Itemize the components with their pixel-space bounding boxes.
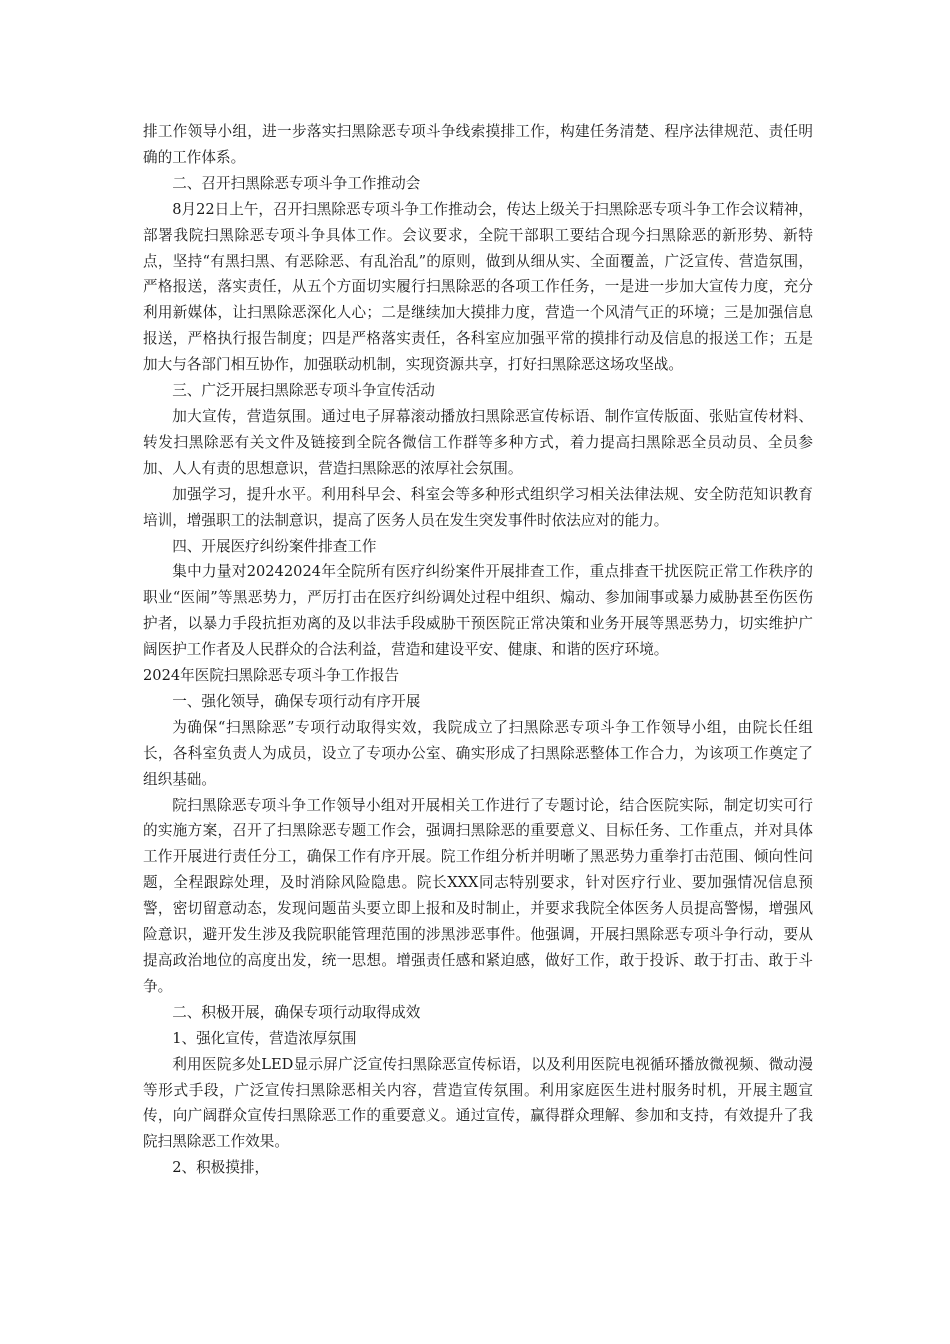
paragraph: 为确保“扫黑除恶”专项行动取得实效，我院成立了扫黑除恶专项斗争工作领导小组，由院长任组长，各科室负责人为成员，设立了专项办公室、确实形成了扫黑除恶整体工作合力，为该项工作奠定了组织基础。 [143, 718, 813, 788]
subsection-heading-1: 1、强化宣传，营造浓厚氛围 [172, 1029, 357, 1047]
paragraph: 集中力量对20242024年全院所有医疗纠纷案件开展排查工作，重点排查干扰医院正常工作秩序的职业“医闹”等黑恶势力，严厉打击在医疗纠纷调处过程中组织、煽动、参加闹事或暴力威胁甚至伤医伤护者，以暴力手段抗拒劝离的及以非法手段威胁干预医院正常决策和业务开展等黑恶势力，切实维护广阔医护工作者及人民群众的合法利益，营造和建设平安、健康、和谐的医疗环境。 [143, 563, 813, 659]
paragraph: 加强学习，提升水平。利用科早会、科室会等多种形式组织学习相关法律法规、安全防范知识教育培训，增强职工的法制意识，提高了医务人员在发生突发事件时依法应对的能力。 [143, 485, 813, 529]
section-heading-1: 一、强化领导，确保专项行动有序开展 [172, 692, 421, 710]
paragraph: 8月22日上午，召开扫黑除恶专项斗争工作推动会，传达上级关于扫黑除恶专项斗争工作会议精神，部署我院扫黑除恶专项斗争具体工作。会议要求，全院干部职工要结合现今扫黑除恶的新形势、新特点，坚持“有黑扫黑、有恶除恶、有乱治乱”的原则，做到从细从实、全面覆盖，广泛宣传、营造氛围，严格报送，落实责任，从五个方面切实履行扫黑除恶的各项工作任务，一是进一步加大宣传力度，充分利用新媒体，让扫黑除恶深化人心；二是继续加大摸排力度，营造一个风清气正的环境；三是加强信息报送，严格执行报告制度；四是严格落实责任，各科室应加强平常的摸排行动及信息的报送工作；五是加大与各部门相互协作，加强联动机制，实现资源共享，打好扫黑除恶这场攻坚战。 [143, 200, 813, 374]
section-heading-2b: 二、积极开展，确保专项行动取得成效 [172, 1003, 421, 1021]
section-heading-4: 四、开展医疗纠纷案件排查工作 [172, 537, 377, 555]
paragraph: 院扫黑除恶专项斗争工作领导小组对开展相关工作进行了专题讨论，结合医院实际，制定切实可行的实施方案，召开了扫黑除恶专题工作会，强调扫黑除恶的重要意义、目标任务、工作重点，并对具体工作开展进行责任分工，确保工作有序开展。院工作组分析并明晰了黑恶势力重拳打击范围、倾向性问题，全程跟踪处理，及时消除风险隐患。院长XXX同志特别要求，针对医疗行业、要加强情况信息预警，密切留意动态，发现问题苗头要立即上报和及时制止，并要求我院全体医务人员提高警惕，增强风险意识，避开发生涉及我院职能管理范围的涉黑涉恶事件。他强调，开展扫黑除恶专项斗争行动，要从提高政治地位的高度出发，统一思想。增强责任感和紧迫感，做好工作，敢于投诉、敢于打击、敢于斗争。 [143, 796, 813, 995]
paragraph: 加大宣传，营造氛围。通过电子屏幕滚动播放扫黑除恶宣传标语、制作宣传版面、张贴宣传材料、转发扫黑除恶有关文件及链接到全院各微信工作群等多种方式，着力提高扫黑除恶全员动员、全员参加、人人有责的思想意识，营造扫黑除恶的浓厚社会氛围。 [143, 407, 813, 477]
section-heading-3: 三、广泛开展扫黑除恶专项斗争宣传活动 [172, 382, 435, 400]
document-body [143, 119, 813, 1181]
subsection-heading-2: 2、积极摸排， [172, 1159, 270, 1177]
paragraph: 利用医院多处LED显示屏广泛宣传扫黑除恶宣传标语，以及利用医院电视循环播放微视频、微动漫等形式手段，广泛宣传扫黑除恶相关内容，营造宣传氛围。利用家庭医生进村服务时机，开展主题宣传，向广阔群众宣传扫黑除恶工作的重要意义。通过宣传，赢得群众理解、参加和支持，有效提升了我院扫黑除恶工作效果。 [143, 1055, 813, 1151]
paragraph-continuation: 排工作领导小组，进一步落实扫黑除恶专项斗争线索摸排工作，构建任务清楚、程序法律规范、责任明确的工作体系。 [143, 123, 813, 166]
section-heading-2: 二、召开扫黑除恶专项斗争工作推动会 [172, 174, 421, 192]
report-title: 2024年医院扫黑除恶专项斗争工作报告 [143, 667, 400, 685]
